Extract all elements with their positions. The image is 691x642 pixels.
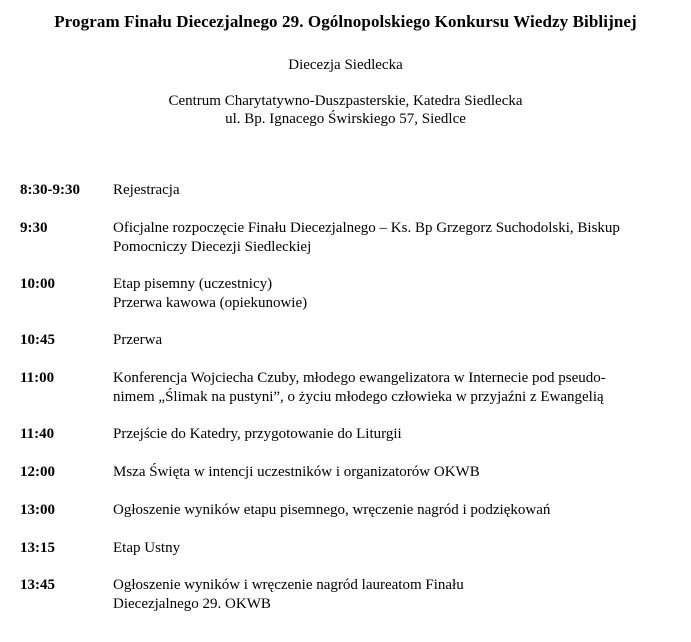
venue-line-2: ul. Bp. Ignacego Świrskiego 57, Siedlce [225,111,466,127]
page-title: Program Finału Diecezjalnego 29. Ogólnopolskiego Konkursu Wiedzy Biblijnej [54,12,637,31]
description-line: Etap Ustny [113,540,181,556]
schedule-description [113,463,673,482]
description-line: Ogłoszenie wyników etapu pisemnego, wręczenie nagród i podziękowań [113,502,551,518]
schedule-description [113,425,673,444]
schedule-description [113,576,673,614]
schedule-time: 11:00 [20,370,55,386]
description-line: Konferencja Wojciecha Czuby, młodego ewangelizatora w Internecie pod pseudo- [113,370,606,386]
description-line: Ogłoszenie wyników i wręczenie nagród laureatom Finału [113,577,464,593]
venue-line-1: Centrum Charytatywno-Duszpasterskie, Katedra Siedlecka [168,93,523,109]
schedule-time: 10:00 [20,276,55,292]
schedule-description [113,369,673,407]
schedule-description [113,501,673,520]
description-line: Przerwa [113,332,163,348]
schedule-time: 9:30 [20,220,48,236]
schedule-time: 13:45 [20,577,55,593]
description-line: Diecezjalnego 29. OKWB [113,596,271,612]
diocese-name: Diecezja Siedlecka [288,57,403,73]
schedule-time: 8:30-9:30 [20,182,80,198]
schedule-description [113,331,673,350]
description-line: Przerwa kawowa (opiekunowie) [113,295,308,311]
description-line: nimem „Ślimak na pustyni”, o życiu młodego człowieka w przyjaźni z Ewangelią [113,389,604,405]
schedule-description [113,219,673,257]
schedule-time: 13:00 [20,502,55,518]
schedule-time: 10:45 [20,332,55,348]
schedule-description [113,275,673,313]
description-line: Etap pisemny (uczestnicy) [113,276,273,292]
schedule-time: 12:00 [20,464,55,480]
schedule-time: 11:40 [20,426,55,442]
schedule-description [113,181,673,200]
description-line: Msza Święta w intencji uczestników i organizatorów OKWB [113,464,480,480]
venue-address [0,92,691,128]
description-line: Oficjalne rozpoczęcie Finału Diecezjalnego – Ks. Bp Grzegorz Suchodolski, Biskup [113,220,620,236]
description-line: Przejście do Katedry, przygotowanie do Liturgii [113,426,402,442]
description-line: Pomocniczy Diecezji Siedleckiej [113,239,312,255]
schedule-time: 13:15 [20,540,55,556]
description-line: Rejestracja [113,182,180,198]
schedule-description [113,539,673,558]
